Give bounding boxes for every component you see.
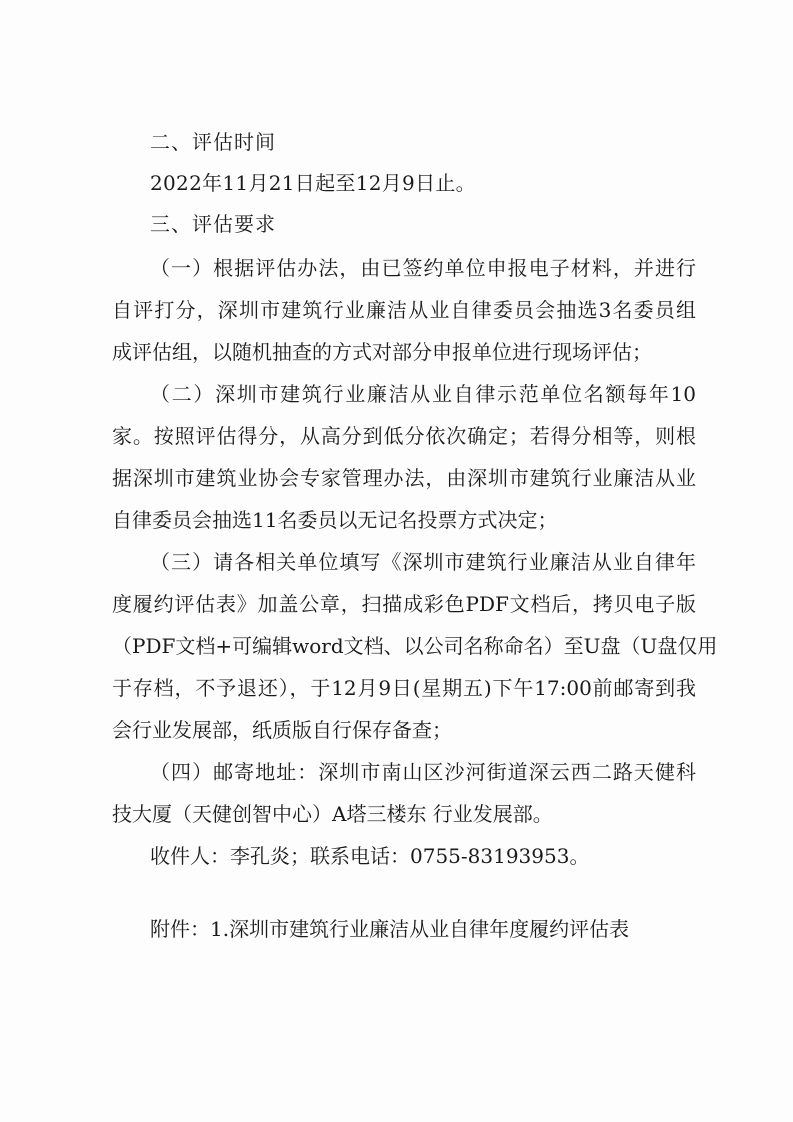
section-heading-requirements: 三、评估要求 xyxy=(150,212,276,236)
paragraph-line: 会行业发展部，纸质版自行保存备查； xyxy=(112,718,452,742)
attachment-line: 附件：1.深圳市建筑行业廉洁从业自律年度履约评估表 xyxy=(150,917,630,941)
paragraph-line: 自律委员会抽选11名委员以无记名投票方式决定； xyxy=(112,508,558,532)
paragraph-line: （一）根据评估办法，由已签约单位申报电子材料，并进行 xyxy=(150,256,696,280)
paragraph-line: 度履约评估表》加盖公章，扫描成彩色PDF文档后，拷贝电子版 xyxy=(112,592,696,616)
paragraph-line: 自评打分，深圳市建筑行业廉洁从业自律委员会抽选3名委员组 xyxy=(112,298,696,322)
paragraph-line: （二）深圳市建筑行业廉洁从业自律示范单位名额每年10 xyxy=(150,382,696,406)
paragraph-line: 成评估组，以随机抽查的方式对部分申报单位进行现场评估； xyxy=(112,340,652,364)
paragraph-line: （PDF文档+可编辑word文档、以公司名称命名）至U盘（U盘仅用 xyxy=(112,634,718,658)
recipient-contact-line: 收件人：李孔炎；联系电话：0755-83193953。 xyxy=(150,844,590,868)
paragraph-line: （四）邮寄地址：深圳市南山区沙河街道深云西二路天健科 xyxy=(150,760,696,784)
paragraph-line: 家。按照评估得分，从高分到低分依次确定；若得分相等，则根 xyxy=(112,424,696,448)
paragraph-line: 技大厦（天健创智中心）A塔三楼东 行业发展部。 xyxy=(112,802,553,826)
paragraph-line: （三）请各相关单位填写《深圳市建筑行业廉洁从业自律年 xyxy=(150,550,696,574)
evaluation-period-text: 2022年11月21日起至12月9日止。 xyxy=(150,171,476,195)
section-heading-time: 二、评估时间 xyxy=(150,130,276,154)
paragraph-line: 据深圳市建筑业协会专家管理办法，由深圳市建筑行业廉洁从业 xyxy=(112,466,696,490)
paragraph-line: 于存档，不予退还），于12月9日(星期五)下午17:00前邮寄到我 xyxy=(112,676,696,700)
